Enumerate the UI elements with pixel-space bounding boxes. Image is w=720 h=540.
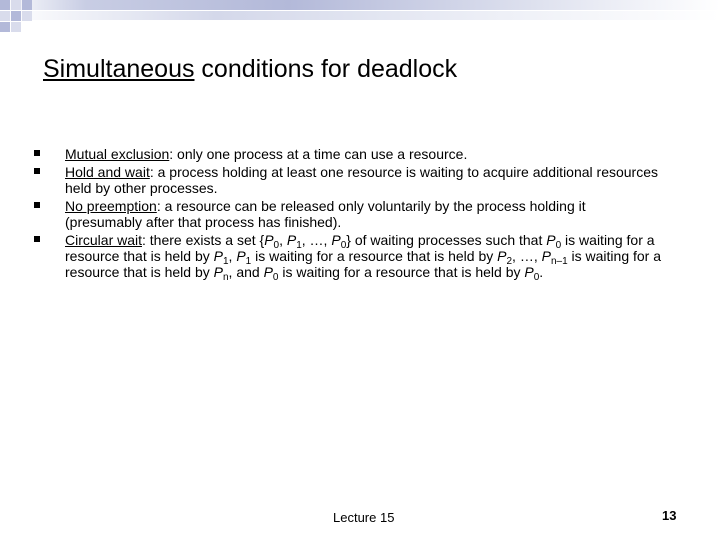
decorative-header-band bbox=[0, 0, 720, 40]
condition-list bbox=[34, 146, 664, 282]
subscript: n–1 bbox=[550, 256, 568, 267]
subscript: 2 bbox=[506, 256, 513, 267]
process-symbol: P bbox=[264, 232, 274, 248]
process-symbol: P bbox=[524, 264, 534, 280]
header-band-row bbox=[0, 0, 720, 10]
subscript: 1 bbox=[296, 240, 302, 251]
condition-text: : there exists a set { bbox=[142, 232, 265, 248]
condition-term: Hold and wait bbox=[65, 164, 150, 180]
header-square bbox=[0, 0, 10, 10]
square-bullet-icon bbox=[34, 202, 40, 208]
header-square bbox=[22, 11, 32, 21]
condition-term: Circular wait bbox=[65, 232, 143, 248]
condition-text: , and bbox=[228, 264, 264, 280]
slide-title bbox=[43, 54, 457, 84]
process-symbol: P bbox=[331, 232, 341, 248]
header-square bbox=[0, 22, 10, 32]
header-band-row bbox=[0, 11, 720, 20]
subscript: 0 bbox=[273, 240, 280, 251]
condition-text: is waiting for a resource that is held by bbox=[251, 248, 498, 264]
subscript: 0 bbox=[340, 240, 347, 251]
process-symbol: P bbox=[236, 248, 246, 264]
process-symbol: P bbox=[497, 248, 507, 264]
square-bullet-icon bbox=[34, 150, 40, 156]
header-square bbox=[11, 22, 21, 32]
subscript: 1 bbox=[245, 256, 252, 267]
separator: , …, bbox=[512, 248, 542, 264]
header-square bbox=[22, 0, 32, 10]
process-symbol: P bbox=[541, 248, 551, 264]
separator: , bbox=[279, 232, 287, 248]
square-bullet-icon bbox=[34, 168, 40, 174]
condition-term: Mutual exclusion bbox=[65, 146, 170, 162]
subscript: 0 bbox=[555, 240, 562, 251]
condition-mutual-exclusion bbox=[34, 146, 664, 162]
condition-term: No preemption bbox=[65, 198, 157, 214]
separator: , …, bbox=[301, 232, 332, 248]
condition-circular-wait bbox=[34, 232, 664, 283]
subscript: 1 bbox=[222, 256, 229, 267]
header-square bbox=[0, 11, 10, 21]
process-symbol: P bbox=[213, 264, 223, 280]
condition-text: is waiting for a resource that is held by bbox=[65, 232, 655, 264]
condition-text: : a resource can be released only voluntarily by the process holding it (presumably after that process has finished). bbox=[65, 198, 586, 230]
separator: , bbox=[228, 248, 237, 264]
condition-text: is waiting for a resource that is held by bbox=[65, 248, 662, 280]
slide-title-underlined: Simultaneous bbox=[43, 55, 195, 83]
condition-text: : only one process at a time can use a resource. bbox=[169, 146, 468, 162]
slide-title-rest: conditions for deadlock bbox=[194, 55, 458, 83]
separator: . bbox=[539, 264, 544, 280]
footer-lecture: Lecture 15 bbox=[333, 510, 395, 525]
subscript: 0 bbox=[272, 272, 279, 283]
process-symbol: P bbox=[263, 264, 273, 280]
condition-text: is waiting for a resource that is held by bbox=[278, 264, 525, 280]
process-symbol: P bbox=[286, 232, 297, 248]
process-symbol: P bbox=[546, 232, 556, 248]
condition-text: } of waiting processes such that bbox=[346, 232, 547, 248]
condition-text: : a process holding at least one resource is waiting to acquire additional resources held by other processes. bbox=[65, 164, 659, 196]
condition-no-preemption bbox=[34, 198, 664, 230]
header-square bbox=[11, 0, 21, 10]
subscript: n bbox=[222, 272, 229, 283]
square-bullet-icon bbox=[34, 236, 40, 242]
condition-hold-and-wait bbox=[34, 164, 664, 196]
header-square bbox=[11, 11, 21, 21]
process-symbol: P bbox=[213, 248, 223, 264]
page-number: 13 bbox=[662, 508, 677, 523]
subscript: 0 bbox=[533, 272, 540, 283]
